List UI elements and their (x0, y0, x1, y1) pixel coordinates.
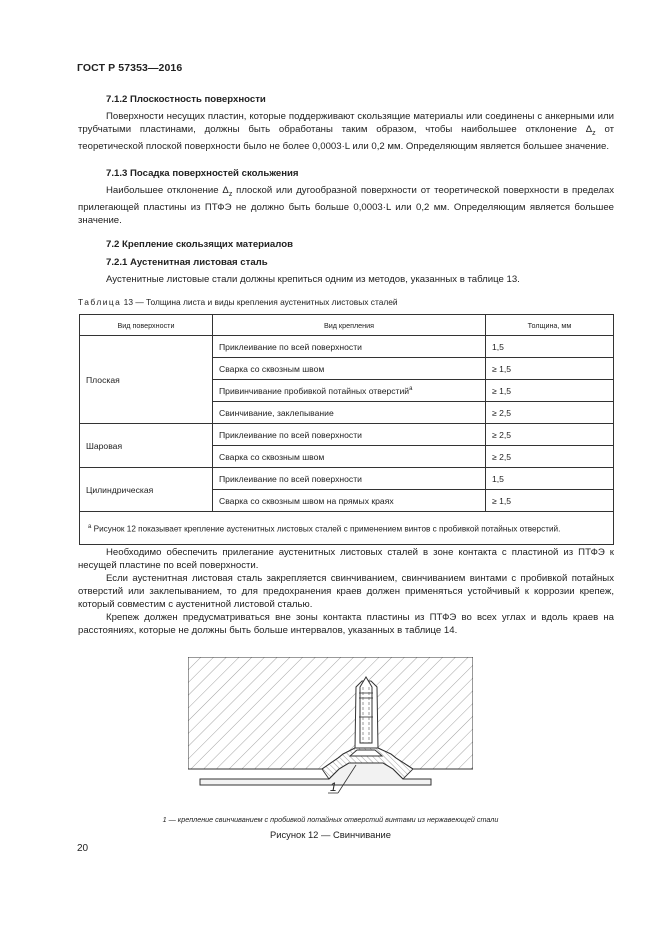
paragraph: Необходимо обеспечить прилегание аустенитных листовых сталей в зоне контакта с пластиной из ПТФЭ к несущей пластине по всей поверхности. (78, 547, 614, 571)
table-row (80, 468, 614, 490)
section-heading: 7.1.2 Плоскостность поверхности (106, 94, 266, 105)
section-7-2-1 (78, 256, 614, 286)
method-cell: Приклеивание по всей поверхности (213, 468, 486, 490)
figure-legend: 1 — крепление свинчиванием с пробивкой потайных отверстий винтами из нержавеющей стали (162, 815, 499, 824)
footnote-mark: a (409, 385, 413, 392)
thickness-cell: 1,5 (486, 336, 614, 358)
thickness-cell: ≥ 2,5 (486, 402, 614, 424)
paragraph: Аустенитные листовые стали должны крепиться одним из методов, указанных в таблице 13. (106, 274, 520, 285)
table-caption: Таблица 13 — Толщина листа и виды крепления аустенитных листовых сталей (78, 297, 398, 307)
method-cell: Приклеивание по всей поверхности (213, 336, 486, 358)
thickness-cell: ≥ 1,5 (486, 490, 614, 512)
method-cell: Приклеивание по всей поверхности (213, 424, 486, 446)
thickness-cell: ≥ 2,5 (486, 446, 614, 468)
body-text-after-table (78, 546, 614, 637)
surface-cell: Цилиндрическая (80, 468, 213, 512)
section-heading: 7.2.1 Аустенитная листовая сталь (106, 257, 268, 268)
table-row (80, 424, 614, 446)
column-header: Вид крепления (213, 315, 486, 336)
figure-12 (188, 657, 473, 817)
figure-caption: Рисунок 12 — Свинчивание (270, 829, 391, 840)
page-number: 20 (77, 843, 89, 854)
paragraph: Крепеж должен предусматриваться вне зоны контакта пластины из ПТФЭ во всех углах и вдоль краев на расстояниях, которые не должны быть больше интервалов, указанных в таблице 14. (78, 612, 614, 636)
table-footnote-row (80, 512, 614, 545)
table-row (80, 336, 614, 358)
thickness-cell: ≥ 1,5 (486, 358, 614, 380)
column-header: Толщина, мм (486, 315, 614, 336)
thickness-cell: ≥ 2,5 (486, 424, 614, 446)
section-7-1-2 (78, 93, 614, 153)
section-heading: 7.1.3 Посадка поверхностей скольжения (106, 168, 299, 179)
method-cell: Привинчивание пробивкой потайных отверстий$^a$ (213, 380, 486, 402)
section-heading: 7.2 Крепление скользящих материалов (106, 239, 293, 250)
paragraph: Если аустенитная листовая сталь закрепляется свинчиванием, свинчиванием винтами с пробивкой потайных отверстий или заклепыванием, то для предохранения краев должен применяться устойчивый к коррозии крепеж, который совместим с аустенитной листовой сталью. (78, 573, 614, 610)
table-footnote: $^a$ Рисунок 12 показывает крепление аустенитных листовых сталей с применением винтов с пробивкой потайных отверстий. (80, 512, 614, 545)
surface-cell: Шаровая (80, 424, 213, 468)
table-13 (79, 314, 614, 545)
method-cell: Сварка со сквозным швом (213, 358, 486, 380)
callout-number: 1 (330, 780, 337, 794)
screw-fastening-drawing (188, 657, 473, 812)
method-cell: Свинчивание, заклепывание (213, 402, 486, 424)
section-7-1-3 (78, 167, 614, 227)
standard-header: ГОСТ Р 57353—2016 (77, 62, 183, 74)
method-cell: Сварка со сквозным швом на прямых краях (213, 490, 486, 512)
table-header-row (80, 315, 614, 336)
paragraph: Поверхности несущих пластин, которые поддерживают скользящие материалы или соединены с анкерными или трубчатыми пластинами, должны быть обработаны таким образом, чтобы наибольшее отклонение $\Delta_z$ от теоретической плоской поверхности было не более 0,0003·L или 0,2 мм. Определяющим является большее значение. (78, 111, 614, 152)
thickness-cell: ≥ 1,5 (486, 380, 614, 402)
paragraph: Наибольшее отклонение $\Delta_z$ плоской или дугообразной поверхности от теоретической поверхности в пределах прилегающей пластины из ПТФЭ не должно быть больше 0,0003·L или 0,2 мм. Определяющим является большее значение. (78, 185, 615, 226)
thickness-cell: 1,5 (486, 468, 614, 490)
section-7-2 (78, 238, 614, 251)
surface-cell: Плоская (80, 336, 213, 424)
method-cell: Сварка со сквозным швом (213, 446, 486, 468)
base-plate (188, 657, 473, 769)
column-header: Вид поверхности (80, 315, 213, 336)
